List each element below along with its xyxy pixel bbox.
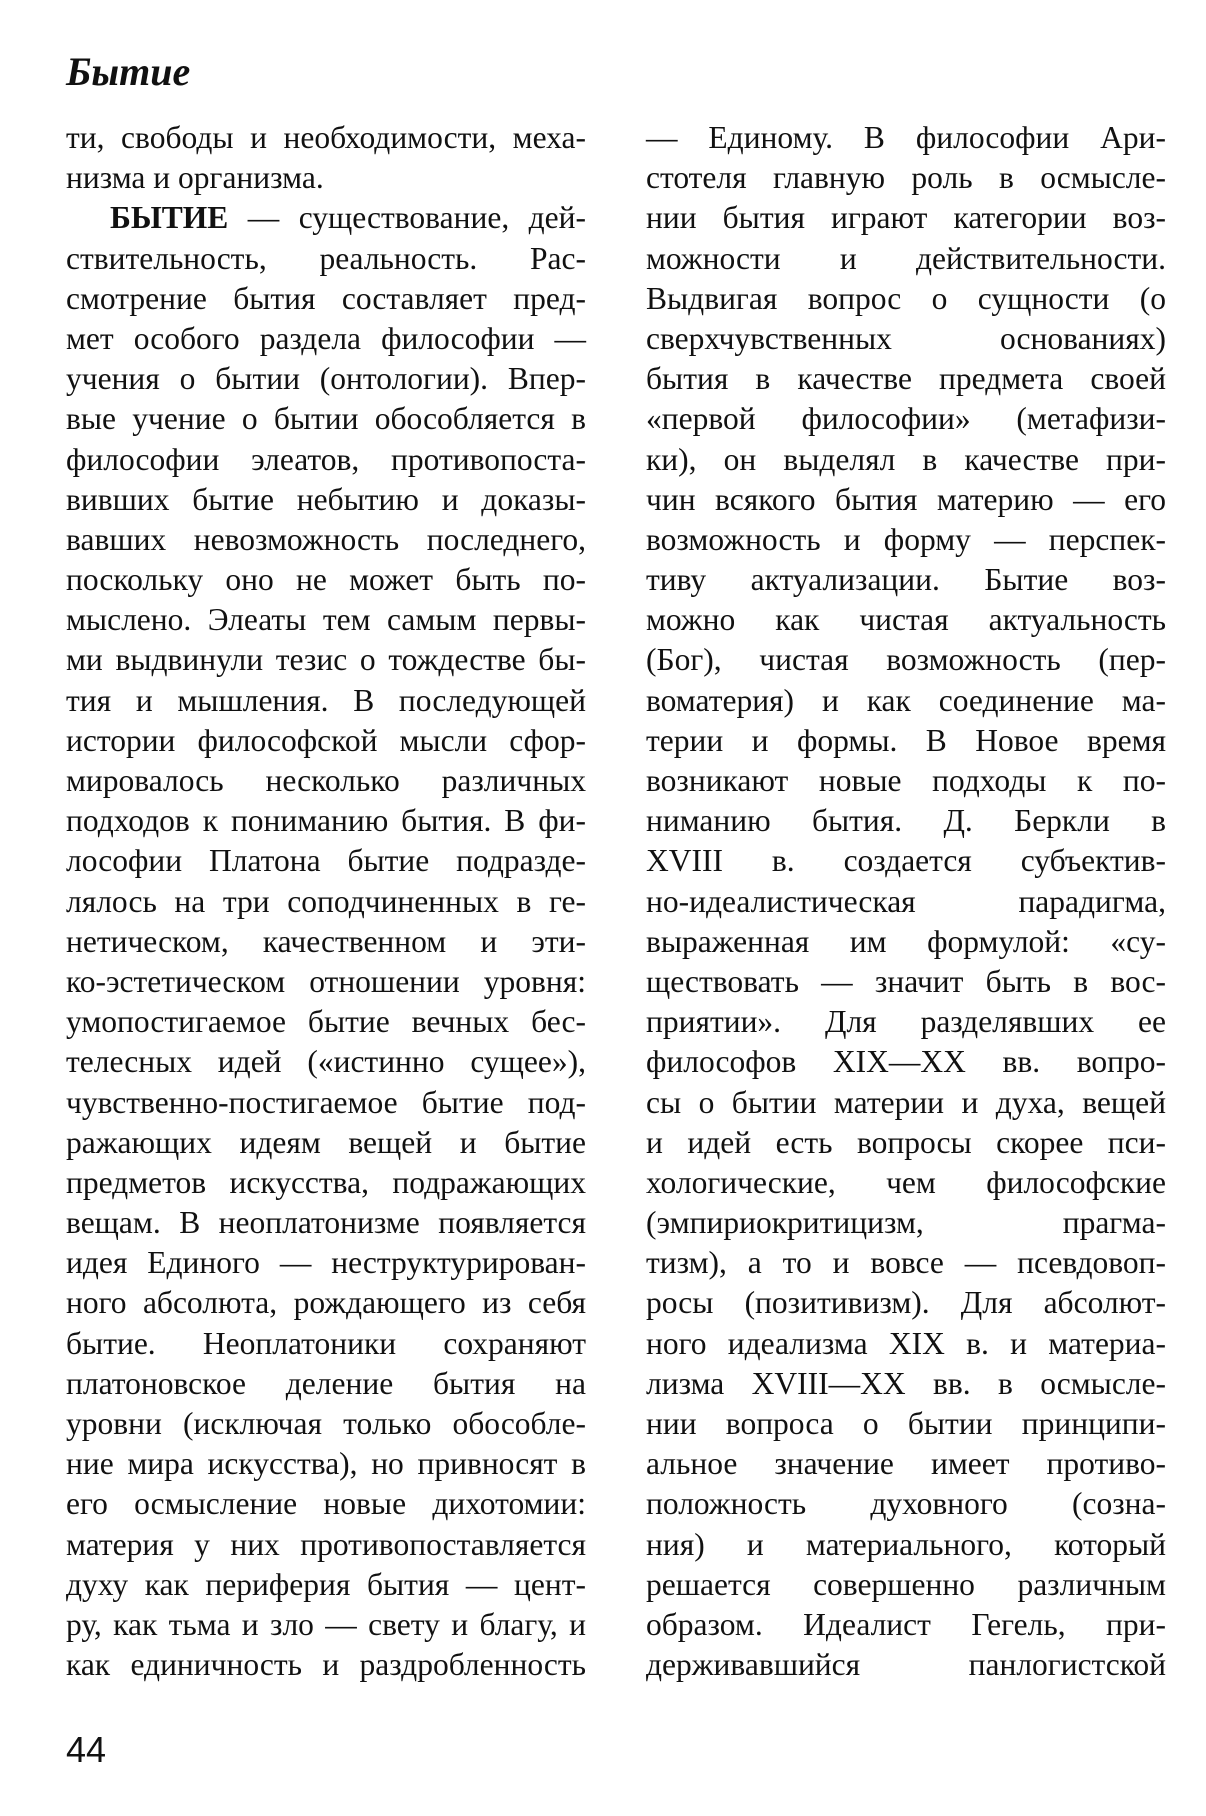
text-line (66, 761, 586, 801)
text-line (66, 1645, 586, 1685)
line-text: можно как чистая актуальность (646, 602, 1166, 638)
line-text: ражающих идеям вещей и бытие (66, 1124, 586, 1160)
text-line (646, 1243, 1166, 1283)
text-line (66, 882, 586, 922)
line-text: можности и действительности. (646, 240, 1166, 276)
line-text: выраженная им формулой: «су- (646, 923, 1166, 959)
line-text: вещам. В неоплатонизме появляется (66, 1205, 586, 1241)
line-text: истории философской мысли сфор- (66, 722, 586, 758)
text-line (66, 198, 586, 238)
text-line (646, 520, 1166, 560)
line-text: XVIII в. создается субъектив- (646, 843, 1166, 879)
text-line (646, 1083, 1166, 1123)
line-text: положность духовного (созна- (646, 1486, 1166, 1522)
line-text: вивших бытие небытию и доказы- (66, 481, 586, 517)
line-text: уровни (исключая только обособле- (66, 1406, 586, 1441)
text-line (646, 1002, 1166, 1042)
line-text: но-идеалистическая парадигма, (646, 883, 1166, 919)
line-text: вавших невозможность последнего, (66, 521, 586, 557)
text-line (66, 1484, 586, 1524)
line-text: ния) и материального, который (646, 1526, 1166, 1562)
line-text: тизм), а то и вовсе — псевдовоп- (646, 1245, 1166, 1281)
text-line (646, 359, 1166, 399)
left-column (66, 118, 586, 1685)
text-line (646, 1484, 1166, 1524)
text-line (66, 1324, 586, 1364)
line-text: мыслено. Элеаты тем самым первы- (66, 602, 586, 638)
line-text: материя у них противопоставляется (66, 1526, 586, 1562)
text-line (66, 279, 586, 319)
line-text: умопостигаемое бытие вечных бес- (66, 1004, 586, 1040)
text-line (66, 922, 586, 962)
line-text: нии вопроса о бытии принципи- (646, 1406, 1166, 1441)
text-line (646, 198, 1166, 238)
text-line (646, 1565, 1166, 1605)
line-text: ми выдвинули тезис о тождестве бы- (66, 642, 586, 678)
text-line (66, 158, 586, 198)
line-text: и идей есть вопросы скорее пси- (646, 1124, 1166, 1160)
line-text: предметов искусства, подражающих (66, 1164, 586, 1200)
text-line (66, 239, 586, 279)
line-text: идея Единого — неструктурирован- (66, 1245, 586, 1281)
line-text: бытие. Неоплатоники сохраняют (66, 1325, 586, 1361)
text-line (646, 922, 1166, 962)
text-line (66, 1002, 586, 1042)
text-line (66, 1444, 586, 1484)
text-line (646, 1404, 1166, 1444)
line-text: чин всякого бытия материю — его (646, 481, 1166, 517)
text-line (646, 1444, 1166, 1484)
text-line (646, 319, 1166, 359)
line-text: приятии». Для разделявших ее (646, 1004, 1166, 1040)
text-line (646, 279, 1166, 319)
line-text: стотеля главную роль в осмысле- (646, 160, 1166, 196)
text-line (646, 1163, 1166, 1203)
text-line (646, 600, 1166, 640)
line-text: духу как периферия бытия — цент- (66, 1566, 586, 1602)
line-text: ного абсолюта, рождающего из себя (66, 1285, 586, 1321)
text-line (66, 841, 586, 881)
text-line (66, 1364, 586, 1404)
line-text: ществовать — значит быть в вос- (646, 963, 1166, 999)
line-text: лизма XVIII—XX вв. в осмысле- (646, 1365, 1166, 1401)
text-line (66, 560, 586, 600)
text-line (646, 239, 1166, 279)
line-text: возникают новые подходы к по- (646, 763, 1166, 798)
text-line (66, 721, 586, 761)
line-text: вые учение о бытии обособляется в (66, 401, 586, 437)
line-text: телесных идей («истинно сущее»), (66, 1044, 586, 1080)
line-text: решается совершенно различным (646, 1566, 1166, 1602)
text-line (66, 1243, 586, 1283)
text-line (646, 1324, 1166, 1364)
line-text: (эмпириокритицизм, прагма- (646, 1205, 1166, 1241)
text-line (646, 1364, 1166, 1404)
text-line (646, 1645, 1166, 1685)
text-line (66, 600, 586, 640)
line-text: образом. Идеалист Гегель, при- (646, 1606, 1166, 1642)
line-text: тия и мышления. В последующей (66, 682, 586, 718)
entry-term: БЫТИЕ (110, 200, 229, 236)
text-line (646, 1283, 1166, 1323)
text-line (66, 440, 586, 480)
text-line (66, 1042, 586, 1082)
text-line (646, 1605, 1166, 1645)
line-text: ти, свободы и необходимости, меха- (66, 120, 586, 155)
line-text: воматерия) и как соединение ма- (646, 682, 1166, 718)
text-line (66, 1525, 586, 1565)
text-line (66, 1203, 586, 1243)
line-text: ниманию бытия. Д. Беркли в (646, 803, 1166, 839)
line-text: возможность и форму — перспек- (646, 521, 1166, 557)
text-line (66, 118, 586, 158)
text-line (66, 319, 586, 359)
line-text: бытия в качестве предмета своей (646, 361, 1166, 397)
text-line (646, 440, 1166, 480)
line-text: подходов к пониманию бытия. В фи- (66, 803, 586, 839)
text-line (646, 560, 1166, 600)
text-line (66, 1083, 586, 1123)
text-line (646, 721, 1166, 761)
text-line (646, 841, 1166, 881)
line-text: мировалось несколько различных (66, 763, 586, 798)
line-text: терии и формы. В Новое время (646, 722, 1166, 758)
line-text: хологические, чем философские (646, 1164, 1166, 1200)
line-text: поскольку оно не может быть по- (66, 562, 586, 598)
line-text: нетическом, качественном и эти- (66, 923, 586, 959)
right-column (646, 118, 1166, 1685)
text-line (646, 1525, 1166, 1565)
text-line (66, 399, 586, 439)
text-line (66, 1565, 586, 1605)
line-text: мет особого раздела философии — (66, 320, 586, 356)
line-text: смотрение бытия составляет пред- (66, 280, 586, 316)
line-text: — существование, дей- (228, 200, 586, 236)
text-line (646, 1123, 1166, 1163)
text-line (646, 681, 1166, 721)
text-line (66, 801, 586, 841)
line-text: Выдвигая вопрос о сущности (о (646, 280, 1166, 316)
line-text: философии элеатов, противопоста- (66, 441, 586, 477)
line-text: ру, как тьма и зло — свету и благу, и (66, 1606, 586, 1642)
line-text: ки), он выделял в качестве при- (646, 441, 1166, 477)
text-line (646, 801, 1166, 841)
line-text: — Единому. В философии Ари- (646, 120, 1166, 155)
page-number: 44 (66, 1729, 107, 1770)
line-text: лялось на три соподчиненных в ге- (66, 883, 586, 919)
text-line (646, 399, 1166, 439)
line-text: платоновское деление бытия на (66, 1365, 586, 1401)
text-line (66, 1123, 586, 1163)
text-line (66, 359, 586, 399)
line-text: «первой философии» (метафизи- (646, 401, 1166, 437)
text-line (66, 681, 586, 721)
text-line (66, 1404, 586, 1444)
text-line (646, 480, 1166, 520)
text-line (66, 1283, 586, 1323)
text-line (646, 1042, 1166, 1082)
line-text: как единичность и раздробленность (66, 1647, 586, 1683)
text-line (646, 118, 1166, 158)
line-text: нии бытия играют категории воз- (646, 200, 1166, 236)
line-text: чувственно-постигаемое бытие под- (66, 1084, 586, 1120)
text-line (66, 1163, 586, 1203)
text-line (646, 761, 1166, 801)
line-text: ного идеализма XIX в. и материа- (646, 1325, 1166, 1361)
running-head: Бытие (66, 49, 191, 94)
line-text: низма и организма. (66, 160, 324, 196)
line-text: росы (позитивизм). Для абсолют- (646, 1285, 1166, 1321)
line-text: учения о бытии (онтологии). Впер- (66, 361, 586, 397)
text-line (66, 962, 586, 1002)
line-text: философов XIX—XX вв. вопро- (646, 1044, 1166, 1080)
line-text: сы о бытии материи и духа, вещей (646, 1084, 1166, 1120)
text-line (646, 1203, 1166, 1243)
line-text: тиву актуализации. Бытие воз- (646, 562, 1166, 598)
text-line (66, 1605, 586, 1645)
text-line (66, 520, 586, 560)
text-line (646, 962, 1166, 1002)
text-line (646, 158, 1166, 198)
line-text: ствительность, реальность. Рас- (66, 240, 586, 276)
text-line (66, 480, 586, 520)
line-text: (Бог), чистая возможность (пер- (646, 642, 1166, 678)
line-text: альное значение имеет противо- (646, 1446, 1166, 1482)
line-text: ко-эстетическом отношении уровня: (66, 963, 586, 999)
line-text: сверхчувственных основаниях) (646, 320, 1166, 356)
text-line (646, 882, 1166, 922)
line-text: лософии Платона бытие подразде- (66, 843, 586, 879)
text-line (646, 640, 1166, 680)
line-text: его осмысление новые дихотомии: (66, 1486, 586, 1522)
line-text: держивавшийся панлогистской (646, 1647, 1166, 1683)
text-line (66, 640, 586, 680)
line-text: ние мира искусства), но привносят в (66, 1446, 586, 1482)
